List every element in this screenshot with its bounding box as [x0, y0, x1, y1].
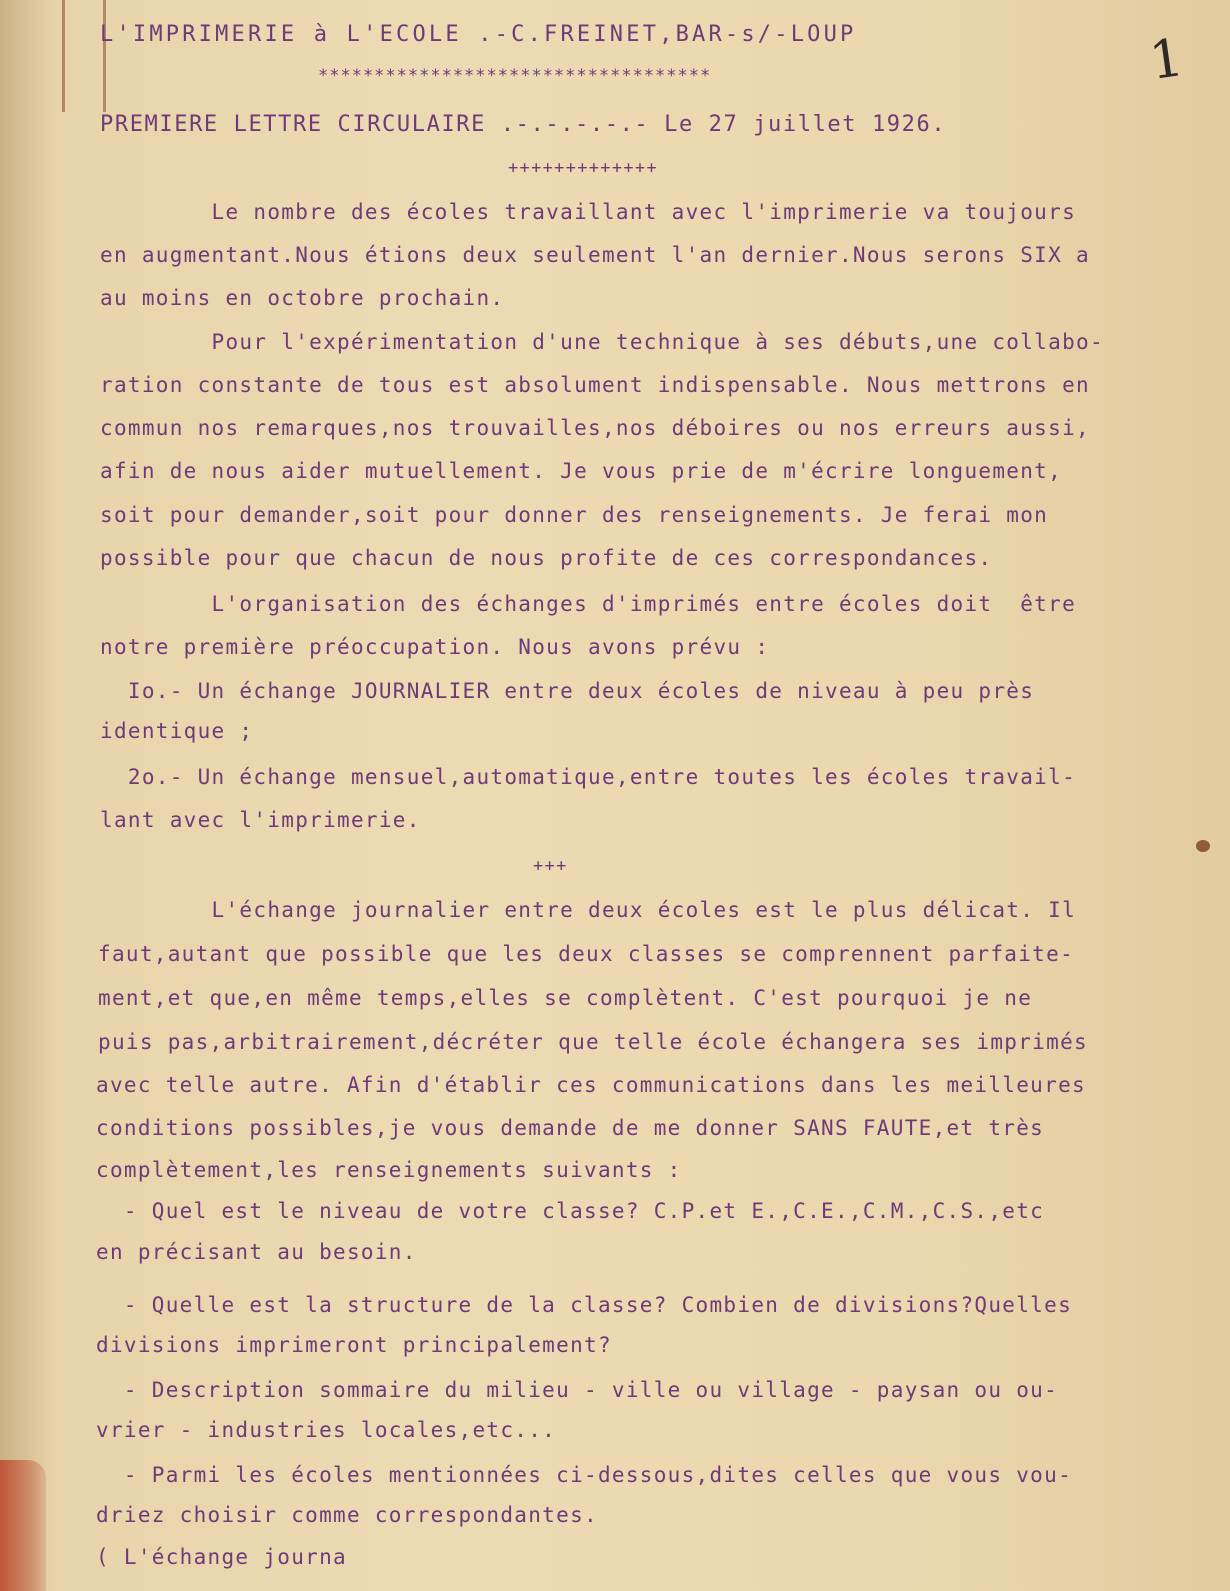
section-separator: +++	[533, 856, 568, 876]
text-line: afin de nous aider mutuellement. Je vous prie de m'écrire longuement,	[100, 459, 1063, 483]
text-line: avec telle autre. Afin d'établir ces communications dans les meilleures	[96, 1073, 1086, 1097]
text-line: - Description sommaire du milieu - ville ou village - paysan ou ou-	[96, 1378, 1059, 1402]
separator-stars: ***********************************	[318, 66, 712, 86]
text-line: L'échange journalier entre deux écoles est le plus délicat. Il	[100, 898, 1077, 922]
text-line: conditions possibles,je vous demande de me donner SANS FAUTE,et très	[96, 1116, 1045, 1140]
text-line: Io.- Un échange JOURNALIER entre deux écoles de niveau à peu près	[100, 679, 1035, 703]
text-line: ( L'échange journa	[96, 1545, 347, 1569]
text-line: ration constante de tous est absolument indispensable. Nous mettrons en	[100, 373, 1090, 397]
text-line: divisions imprimeront principalement?	[96, 1333, 612, 1357]
text-line: au moins en octobre prochain.	[100, 286, 505, 310]
ink-spot	[1196, 840, 1210, 852]
text-line: en augmentant.Nous étions deux seulement l'an dernier.Nous serons SIX a	[100, 243, 1090, 267]
text-line: - Quelle est la structure de la classe? Combien de divisions?Quelles	[96, 1293, 1073, 1317]
text-line: possible pour que chacun de nous profite de ces correspondances.	[100, 546, 993, 570]
separator-plus: +++++++++++++	[508, 158, 658, 178]
red-ink-stain	[0, 1460, 46, 1591]
text-line: vrier - industries locales,etc...	[96, 1418, 557, 1442]
paper-edge-stain	[0, 0, 48, 1591]
text-line: - Parmi les écoles mentionnées ci-dessous,dites celles que vous vou-	[96, 1463, 1073, 1487]
page-number: 1	[1145, 27, 1188, 93]
text-line: commun nos remarques,nos trouvailles,nos déboires ou nos erreurs aussi,	[100, 416, 1090, 440]
text-line: Le nombre des écoles travaillant avec l'imprimerie va toujours	[100, 200, 1077, 224]
text-line: L'organisation des échanges d'imprimés entre écoles doit être	[100, 592, 1077, 616]
text-line: soit pour demander,soit pour donner des renseignements. Je ferai mon	[100, 503, 1049, 527]
text-line: notre première préoccupation. Nous avons prévu :	[100, 635, 770, 659]
text-line: ment,et que,en même temps,elles se complètent. C'est pourquoi je ne	[98, 986, 1033, 1010]
text-line: Pour l'expérimentation d'une technique à ses débuts,une collabo-	[100, 330, 1104, 354]
text-line: driez choisir comme correspondantes.	[96, 1503, 598, 1527]
text-line: identique ;	[100, 719, 254, 743]
letterhead: L'IMPRIMERIE à L'ECOLE .-C.FREINET,BAR-s/-LOUP	[100, 22, 857, 47]
text-line: puis pas,arbitrairement,décréter que telle école échangera ses imprimés	[98, 1030, 1088, 1054]
text-line: - Quel est le niveau de votre classe? C.P.et E.,C.E.,C.M.,C.S.,etc	[96, 1199, 1045, 1223]
text-line: lant avec l'imprimerie.	[100, 808, 421, 832]
circular-heading: PREMIERE LETTRE CIRCULAIRE .-.-.-.-.- Le 27 juillet 1926.	[100, 112, 947, 137]
text-line: faut,autant que possible que les deux classes se comprennent parfaite-	[98, 942, 1075, 966]
text-line: complètement,les renseignements suivants :	[96, 1158, 682, 1182]
staple-mark	[62, 0, 106, 112]
text-line: 2o.- Un échange mensuel,automatique,entre toutes les écoles travail-	[100, 765, 1077, 789]
text-line: en précisant au besoin.	[96, 1240, 417, 1264]
